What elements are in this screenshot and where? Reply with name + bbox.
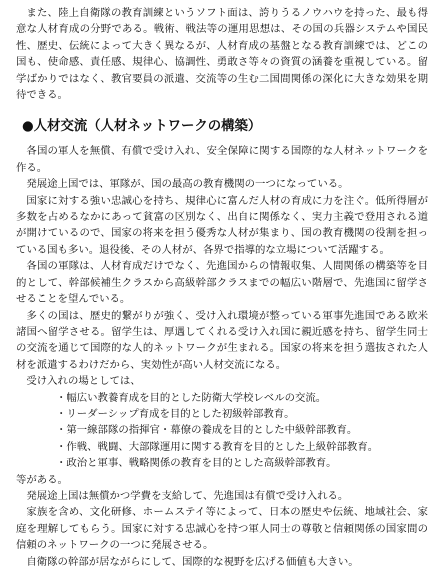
body-paragraph: 各国の軍隊は、人材育成だけでなく、先進国からの情報収集、人間関係の構築等を目的として、幹部候補生クラスから高級幹部クラスまでの幅広い階層で、先進国に留学させることを望んでいる。: [16, 260, 428, 306]
body-paragraph: 多くの国は、歴史的繋がりが強く、受け入れ環境が整っている軍事先進国である欧米諸国へ留学させる。留学生は、厚遇してくれる受け入れ国に親近感を持ち、留学生同士の交流を通じて国際的な人的ネットワークが生まれる。国家の将来を担う選抜された人材を派遣するわけだから、実効性が高い人材交流になる。: [16, 309, 428, 371]
closing-paragraph: 発展途上国は無償かつ学費を支給して、先進国は有償で受け入れる。: [26, 489, 349, 502]
document-page: [16, 5, 428, 570]
list-item: ・政治と軍事、戦略関係の教育を目的とした高級幹部教育。: [56, 457, 337, 470]
intro-paragraph: また、陸上自衛隊の教育訓練というソフト面は、誇りうるノウハウを持った、最も得意な人材育成の分野である。戦術、戦法等の運用思想は、その国の兵器システムや国民性、歴史、伝統によって大きく異なるが、人材育成の基盤となる教育訓練では、どこの国も、使命感、責任感、規律心、協調性、勇敢さ等々の資質の涵養を重視している。留学ばかりではなく、教官要員の派遣、交流等の生む二国間関係の深化に大きな効果を期待できる。: [16, 7, 428, 102]
spacer: [16, 103, 428, 117]
section-heading: [16, 117, 428, 137]
list-item: ・幅広い教養育成を目的とした防衛大学校レベルの交流。: [56, 391, 327, 404]
list-item: ・リーダーシップ育成を目的とした初級幹部教育。: [56, 407, 295, 420]
closing-paragraph: 家族を含め、文化研修、ホームステイ等によって、日本の歴史や伝統、地域社会、家庭を理解してもらう。国家に対する忠誠心を持つ軍人同士の尊敬と信頼関係の国家間の信頼のネットワークの一つに発展させる。: [16, 506, 428, 552]
body-paragraph: 受け入れの場としては、: [26, 375, 141, 388]
body-paragraph: 発展途上国では、軍隊が、国の最高の教育機関の一つになっている。: [26, 178, 349, 191]
list-item: ・第一線部隊の指揮官・幕僚の養成を目的とした中級幹部教育。: [56, 424, 358, 437]
closing-paragraph: 自衛隊の幹部が居ながらにして、国際的な視野を広げる価値も大きい。: [26, 555, 359, 568]
bullet-icon: ●: [22, 119, 34, 135]
body-paragraph: 国家に対する強い忠誠心を持ち、規律心に富んだ人材の育成に力を注ぐ。低所得層が多数を占めるなかにあって貧富の区別なく、出自に関係なく、実力主義で登用される道が開けているので、国家の将来を担う優秀な人材が集まり、国の教育機関の役割を担っている国も多い。退役後、その人材が、各界で指導的な立場について活躍する。: [16, 194, 428, 256]
training-venues-list: [16, 390, 428, 472]
list-item: ・作戦、戦闘、大部隊運用に関する教育を目的とした上級幹部教育。: [56, 440, 379, 453]
section-title: 人材交流（人材ネットワークの構築）: [33, 119, 262, 135]
body-paragraph: 各国の軍人を無償、有償で受け入れ、安全保障に関する国際的な人材ネットワークを作る。: [16, 145, 428, 174]
after-list-text: 等がある。: [16, 473, 68, 486]
